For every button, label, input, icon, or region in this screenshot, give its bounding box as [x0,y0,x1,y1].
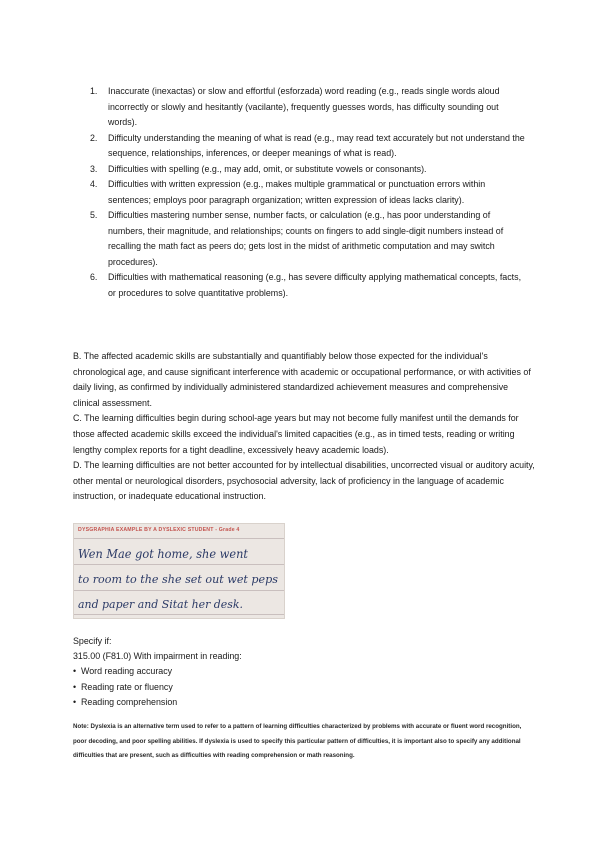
specify-heading: Specify if: [73,636,112,646]
specifier-item: • Reading comprehension [73,695,533,710]
criterion-text: Difficulties with written expression (e.g., makes multiple grammatical or punctuation errors within sentences; employs poor paragraph organization; written expression of ideas lacks clarity). [108,179,486,205]
ruled-line [74,614,284,615]
diagnosis-code-line: 315.00 (F81.0) With impairment in reading: [73,651,242,662]
handwriting-text: and paper and Sitat her desk. [78,598,243,611]
criterion-text: Difficulty understanding the meaning of what is read (e.g., may read text accurately but not understand the sequence, relationships, inferences, or deeper meanings of what is read). [108,132,525,158]
criterion-number: 5. [90,210,98,220]
criterion-number: 3. [90,163,98,174]
ruled-line [74,590,284,591]
criterion-c-paragraph: C. The learning difficulties begin during school-age years but may not become fully manifest until the demands for those affected academic skills exceed the individual's limited capacities (e.g., as in timed tests, reading or writing lengthy complex reports for a tight deadline, excessively heavy academic loads). [73,413,519,455]
specifier-item: • Reading rate or fluency [73,680,533,695]
handwritten-line [74,595,284,613]
criterion-text: Difficulties with mathematical reasoning (e.g., has severe difficulty applying mathematical concepts, facts, or procedures to solve quantitative problems). [108,272,522,298]
criterion-number: 4. [90,179,98,189]
criterion-number: 2. [90,132,98,143]
criteria-paragraphs [73,349,535,505]
criterion-d-paragraph: D. The learning difficulties are not better accounted for by intellectual disabilities, uncorrected visual or auditory acuity, other mental or neurological disorders, psychosocial adversity, lack of proficiency in the language of academic instruction, or inadequate educational instruction. [73,460,535,502]
criterion-item [86,177,526,208]
specify-section [73,634,533,710]
dyslexia-note: Note: Dyslexia is an alternative term used to refer to a pattern of learning difficulties characterized by problems with accurate or fluent word recognition, poor decoding, and poor spelling abilities. If dyslexia is used to specify this particular pattern of difficulties, it is important also to specify any additional difficulties that are present, such as difficulties with reading comprehension or math reasoning. [73,723,522,760]
criterion-text: Inaccurate (inexactas) or slow and effortful (esforzada) word reading (e.g., reads single words aloud incorrectly or slowly and hesitantly (vacilante), frequently guesses words, has difficulty sounding out words). [108,86,500,127]
criterion-item [86,208,526,270]
criterion-b-paragraph: B. The affected academic skills are substantially and quantifiably below those expected for the individual's chronological age, and cause significant interference with academic or occupational performance, or with activities of daily living, as confirmed by individually administered standardized achievement measures and comprehensive clinical assessment. [73,351,531,408]
specifier-item: • Word reading accuracy [73,664,533,679]
criterion-item [86,131,526,162]
criterion-item [86,270,526,301]
sample-caption: DYSGRAPHIA EXAMPLE BY A DYSLEXIC STUDENT - Grade 4 [78,527,240,533]
criterion-text: Difficulties mastering number sense, number facts, or calculation (e.g., has poor understanding of numbers, their magnitude, and relationships; counts on fingers to add single-digit numbers instead of recalling the math fact as peers do; gets lost in the midst of arithmetic computation and may switch procedures). [108,210,504,267]
criteria-list [86,84,526,301]
criterion-item [86,84,526,131]
handwritten-line [74,544,284,562]
criterion-number: 6. [90,272,98,282]
ruled-line [74,564,284,565]
ruled-line [74,538,284,539]
criterion-item [86,162,526,178]
dysgraphia-sample-image [73,523,285,619]
handwritten-line [74,570,284,588]
criterion-number: 1. [90,86,98,96]
specifier-list [73,664,533,710]
criterion-text: Difficulties with spelling (e.g., may add, omit, or substitute vowels or consonants). [108,163,427,174]
handwriting-text: to room to the she set out wet peps [78,573,279,586]
handwriting-text: Wen Mae got home, she went [78,547,249,561]
